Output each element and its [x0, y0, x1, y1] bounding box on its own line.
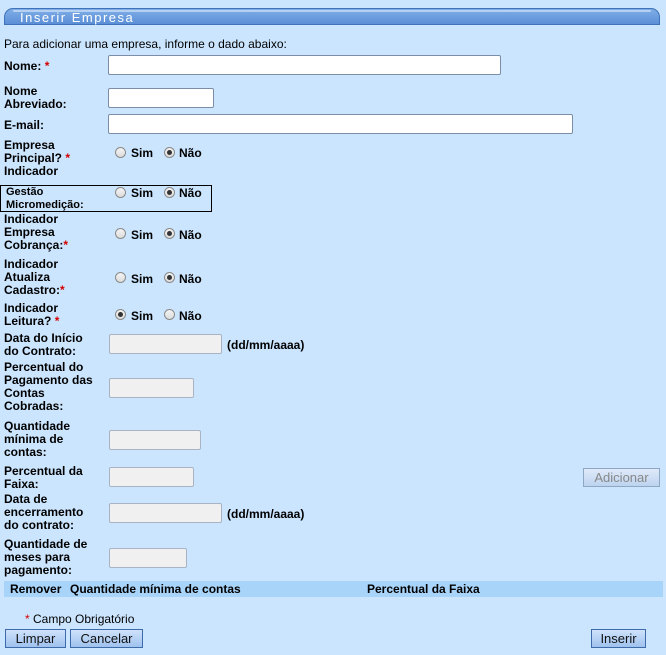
required-marker: * — [60, 283, 65, 297]
nome-label — [4, 60, 49, 73]
quantidade-minima-line1: Quantidade — [4, 419, 71, 433]
cobranca-label-line2: Empresa — [4, 225, 55, 239]
percentual-pagamento-line2: Pagamento das — [4, 373, 93, 387]
empresa-principal-label-line3: Indicador — [4, 164, 59, 178]
empresa-cobranca-label — [4, 213, 68, 252]
gestao-micromedicao-label — [6, 186, 84, 212]
required-field-note — [25, 612, 134, 626]
atualiza-cadastro-nao-label: Não — [179, 272, 202, 286]
empresa-principal-label — [4, 139, 70, 178]
data-encerramento-line2: encerramento — [4, 505, 84, 519]
cobranca-label-line3: Cobrança: — [4, 238, 64, 252]
data-encerramento-input[interactable] — [109, 503, 222, 523]
leitura-label — [4, 302, 59, 328]
required-marker: * — [65, 151, 71, 165]
percentual-pagamento-line4: Cobradas: — [4, 399, 64, 413]
percentual-pagamento-line1: Percentual do — [4, 360, 84, 374]
quantidade-meses-input[interactable] — [109, 548, 187, 568]
col-quantidade-minima: Quantidade mínima de contas — [70, 582, 241, 596]
atualiza-cadastro-label — [4, 258, 65, 297]
col-percentual-faixa: Percentual da Faixa — [367, 582, 480, 596]
data-inicio-label — [4, 332, 83, 358]
cobranca-label-line1: Indicador — [4, 212, 59, 226]
faixas-table-header — [4, 581, 663, 597]
required-marker: * — [44, 59, 50, 73]
quantidade-meses-line1: Quantidade de — [4, 537, 88, 551]
col-remover: Remover — [10, 582, 62, 596]
atualiza-label-line2: Atualiza — [4, 270, 51, 284]
quantidade-meses-label — [4, 538, 87, 577]
required-marker: * — [25, 612, 30, 626]
gestao-label-line2: Micromedição: — [6, 199, 84, 211]
empresa-cobranca-sim-label: Sim — [131, 228, 154, 242]
quantidade-meses-line3: pagamento: — [4, 563, 73, 577]
quantidade-meses-line2: meses para — [4, 550, 71, 564]
data-inicio-input[interactable] — [109, 334, 222, 354]
percentual-faixa-label — [4, 465, 83, 491]
leitura-nao-radio[interactable] — [164, 309, 175, 320]
data-encerramento-format-hint: (dd/mm/aaaa) — [227, 507, 305, 521]
leitura-label-line1: Indicador — [4, 301, 59, 315]
required-marker: * — [63, 238, 69, 252]
required-field-text: Campo Obrigatório — [29, 612, 135, 626]
nome-abreviado-label — [4, 85, 67, 111]
nome-label-text: Nome: — [4, 59, 42, 73]
leitura-label-line2: Leitura? — [4, 314, 52, 328]
quantidade-minima-input[interactable] — [109, 430, 201, 450]
inserir-button[interactable]: Inserir — [591, 629, 646, 648]
leitura-sim-label: Sim — [131, 309, 154, 323]
gestao-label-line1: Gestão — [6, 186, 44, 198]
empresa-cobranca-nao-radio[interactable] — [164, 228, 175, 239]
percentual-pagamento-input[interactable] — [109, 378, 194, 398]
atualiza-cadastro-nao-radio[interactable] — [164, 272, 175, 283]
percentual-pagamento-line3: Contas — [4, 386, 45, 400]
quantidade-minima-label — [4, 420, 70, 459]
atualiza-cadastro-sim-radio[interactable] — [115, 272, 126, 283]
atualiza-label-line3: Cadastro: — [4, 283, 61, 297]
empresa-principal-label-line1: Empresa — [4, 138, 55, 152]
leitura-sim-radio[interactable] — [115, 309, 126, 320]
leitura-nao-label: Não — [179, 309, 202, 323]
empresa-principal-sim-label: Sim — [131, 146, 154, 160]
limpar-button[interactable]: Limpar — [5, 629, 66, 648]
gestao-micromedicao-sim-label: Sim — [131, 186, 154, 200]
intro-text: Para adicionar uma empresa, informe o dado abaixo: — [4, 37, 287, 51]
atualiza-cadastro-sim-label: Sim — [131, 272, 154, 286]
required-marker: * — [54, 314, 60, 328]
cancelar-button[interactable]: Cancelar — [70, 629, 143, 648]
data-encerramento-label — [4, 493, 83, 532]
empresa-cobranca-nao-label: Não — [179, 228, 202, 242]
empresa-cobranca-sim-radio[interactable] — [115, 228, 126, 239]
data-encerramento-line3: do contrato: — [4, 518, 74, 532]
percentual-pagamento-label — [4, 361, 93, 413]
gestao-micromedicao-sim-radio[interactable] — [115, 187, 126, 198]
nome-input[interactable] — [108, 55, 501, 75]
data-inicio-format-hint: (dd/mm/aaaa) — [227, 338, 305, 352]
panel-title-bar — [4, 8, 660, 25]
adicionar-button[interactable]: Adicionar — [583, 468, 660, 487]
percentual-faixa-line1: Percentual da — [4, 464, 83, 478]
nome-abreviado-label-line1: Nome — [4, 84, 38, 98]
gestao-micromedicao-nao-label: Não — [179, 186, 202, 200]
data-encerramento-line1: Data de — [4, 492, 48, 506]
empresa-principal-nao-radio[interactable] — [164, 147, 175, 158]
gestao-micromedicao-nao-radio[interactable] — [164, 187, 175, 198]
empresa-principal-nao-label: Não — [179, 146, 202, 160]
quantidade-minima-line2: mínima de — [4, 432, 64, 446]
email-input[interactable] — [108, 114, 573, 134]
empresa-principal-sim-radio[interactable] — [115, 147, 126, 158]
percentual-faixa-input[interactable] — [109, 467, 194, 487]
nome-abreviado-label-line2: Abreviado: — [4, 97, 67, 111]
nome-abreviado-input[interactable] — [108, 88, 214, 108]
empresa-principal-label-line2: Principal? — [4, 151, 63, 165]
quantidade-minima-line3: contas: — [4, 445, 47, 459]
percentual-faixa-line2: Faixa: — [4, 477, 39, 491]
atualiza-label-line1: Indicador — [4, 257, 59, 271]
page-title: Inserir Empresa — [20, 10, 135, 25]
data-inicio-label-line1: Data do Início — [4, 331, 83, 345]
data-inicio-label-line2: do Contrato: — [4, 344, 76, 358]
email-label: E-mail: — [4, 118, 45, 132]
